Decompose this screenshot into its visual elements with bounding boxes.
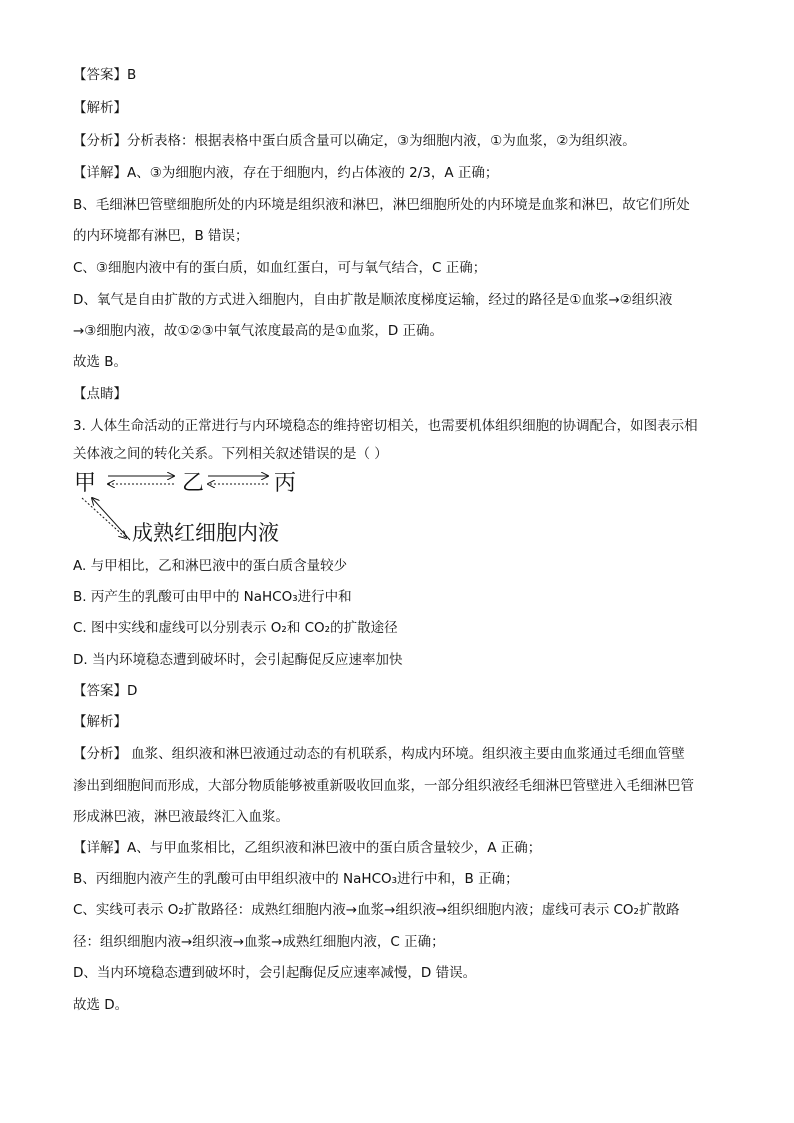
node-yi: 乙 <box>182 471 205 496</box>
detail-text-1a: 【详解】A、③为细胞内液，存在于细胞内，约占体液的 2/3，A 正确； <box>73 165 499 181</box>
detail-text-2a: 【详解】A、与甲血浆相比，乙组织液和淋巴液中的蛋白质含量较少，A 正确； <box>73 840 542 856</box>
analysis-text-2b: 渗出到细胞间而形成，大部分物质能够被重新吸收回血浆，一部分组织液经毛细淋巴管壁进入毛细淋巴管 <box>73 778 694 794</box>
detail-text-1c: 的内环境都有淋巴，B 错误； <box>73 228 249 244</box>
arrow-cell-to-jia-solid <box>92 498 130 540</box>
node-cell: 成熟红细胞内液 <box>132 521 279 545</box>
choice-text-1: 故选 B。 <box>73 354 128 370</box>
analysis-label-2: 【解析】 <box>73 714 127 730</box>
detail-text-2e: D、当内环境稳态遭到破坏时，会引起酶促反应速率减慢，D 错误。 <box>73 965 477 981</box>
detail-text-1d: C、③细胞内液中有的蛋白质，如血红蛋白，可与氧气结合，C 正确； <box>73 260 487 276</box>
node-bing: 丙 <box>274 471 297 496</box>
analysis-text-1: 【分析】分析表格：根据表格中蛋白质含量可以确定，③为细胞内液，①为血浆，②为组织液。 <box>73 133 636 149</box>
detail-text-2c: C、实线可表示 O₂扩散路径：成熟红细胞内液→血浆→组织液→组织细胞内液；虚线可表示 CO₂扩散路 <box>73 902 680 918</box>
tips-label-1: 【点睛】 <box>73 386 127 402</box>
option-d: D. 当内环境稳态遭到破坏时，会引起酶促反应速率加快 <box>73 652 403 668</box>
analysis-text-2c: 形成淋巴液，淋巴液最终汇入血浆。 <box>73 809 289 825</box>
detail-text-2d: 径：组织细胞内液→组织液→血浆→成熟红细胞内液，C 正确； <box>73 934 445 950</box>
detail-text-1b: B、毛细淋巴管壁细胞所处的内环境是组织液和淋巴，淋巴细胞所处的内环境是血浆和淋巴，故它们所处 <box>73 197 690 213</box>
body-fluid-diagram <box>72 462 332 552</box>
analysis-text-2a: 【分析】 血浆、组织液和淋巴液通过动态的有机联系，构成内环境。组织液主要由血浆通过毛细血管壁 <box>73 746 685 762</box>
option-b: B. 丙产生的乳酸可由甲中的 NaHCO₃进行中和 <box>73 589 352 605</box>
question-3-stem-a: 3. 人体生命活动的正常进行与内环境稳态的维持密切相关，也需要机体组织细胞的协调配合，如图表示相 <box>73 418 698 434</box>
option-a: A. 与甲相比，乙和淋巴液中的蛋白质含量较少 <box>73 558 348 574</box>
option-c: C. 图中实线和虚线可以分别表示 O₂和 CO₂的扩散途径 <box>73 620 398 636</box>
answer-label-2: 【答案】D <box>73 683 138 699</box>
analysis-label-1: 【解析】 <box>73 100 127 116</box>
node-jia: 甲 <box>74 471 97 496</box>
diagram-svg <box>72 462 332 552</box>
arrow-jia-to-cell-dashed <box>82 498 126 538</box>
detail-text-1e: D、氧气是自由扩散的方式进入细胞内，自由扩散是顺浓度梯度运输，经过的路径是①血浆→②组织液 <box>73 292 673 308</box>
question-3-stem-b: 关体液之间的转化关系。下列相关叙述错误的是（ ） <box>73 446 388 462</box>
answer-label-1: 【答案】B <box>73 67 137 83</box>
detail-text-2b: B、丙细胞内液产生的乳酸可由甲组织液中的 NaHCO₃进行中和，B 正确； <box>73 871 519 887</box>
detail-text-1f: →③细胞内液，故①②③中氧气浓度最高的是①血浆，D 正确。 <box>73 323 444 339</box>
choice-text-2: 故选 D。 <box>73 997 129 1013</box>
